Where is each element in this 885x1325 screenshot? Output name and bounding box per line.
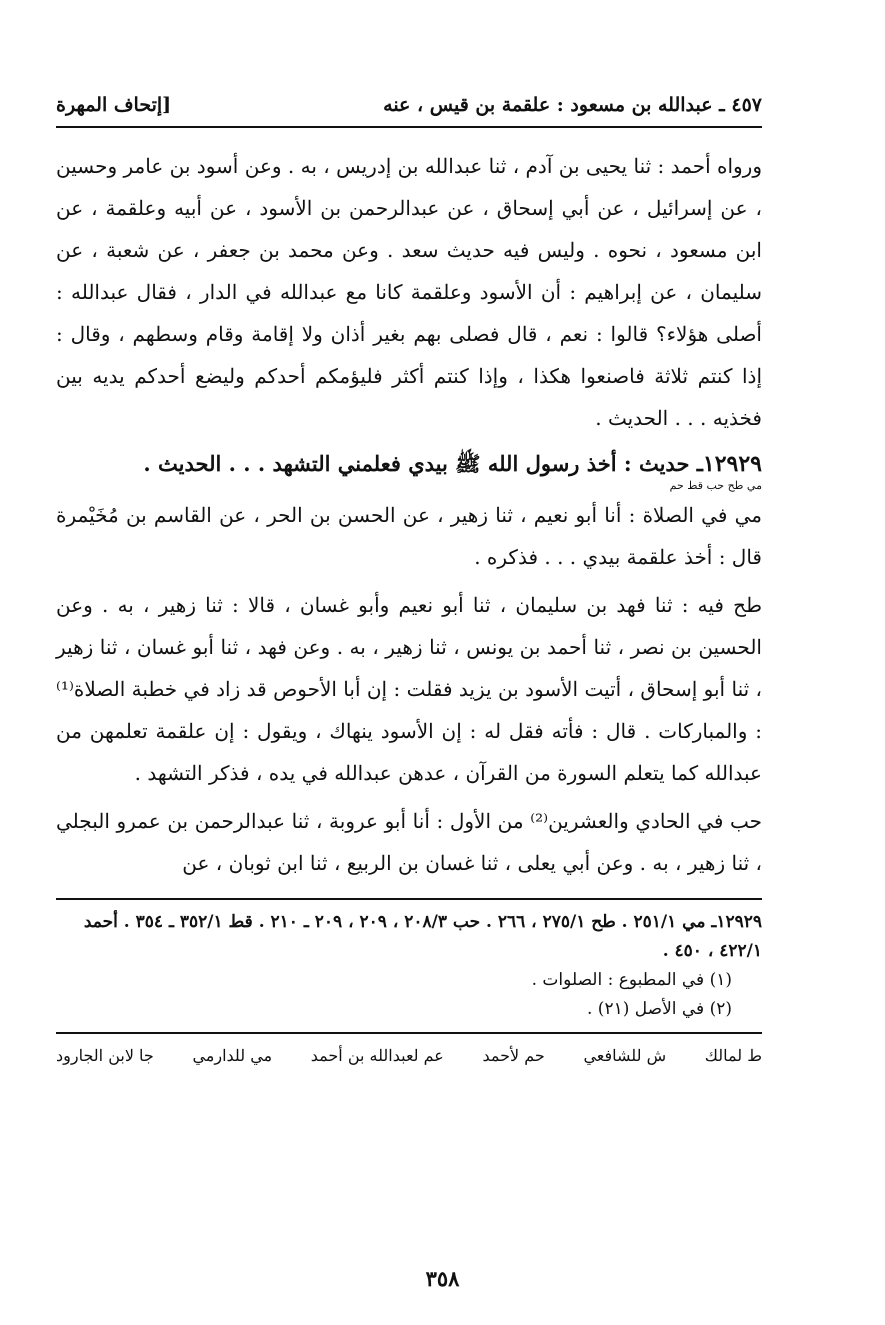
legend-item: مي للدارمي	[192, 1046, 273, 1065]
page-number: ٣٥٨	[425, 1266, 460, 1291]
footnote-rule	[56, 898, 762, 900]
paragraph-ahmad-narration: ورواه أحمد : ثنا يحيى بن آدم ، ثنا عبدالله بن إدريس ، به . وعن أسود بن عامر وحسين ، عن إسرائيل ، عن أبي إسحاق ، عن عبدالرحمن بن الأسود ، عن أبيه وعلقمة ، عن ابن مسعود ، نحوه . وليس فيه حديث سعد . وعن محمد بن جعفر ، عن شعبة ، عن سليمان ، عن إبراهيم : أن الأسود وعلقمة كانا مع عبدالله في الدار ، فقال عبدالله : أصلى هؤلاء؟ قالوا : نعم ، قال فصلى بهم بغير أذان ولا إقامة وقام وسطهم ، وقال : إذا كنتم ثلاثة فاصنعوا هكذا ، وإذا كنتم أكثر فليؤمكم أحدكم وليضع أحدكم يديه بين فخذيه . . . الحديث .	[56, 154, 762, 430]
footnote-2: (٢) في الأصل (٢١) .	[587, 999, 732, 1019]
hadith-number: ١٢٩٢٩	[702, 451, 762, 477]
book-page	[56, 86, 762, 1065]
header-book-title: [إتحاف المهرة	[56, 94, 172, 116]
legend-item: ط لمالك	[704, 1046, 762, 1065]
hadith-source-codes: مي طح حب قط حم	[669, 479, 762, 492]
legend-item: ش للشافعي	[583, 1046, 667, 1065]
abbreviation-legend	[56, 1046, 762, 1065]
hadith-heading	[56, 449, 762, 479]
running-header	[56, 86, 762, 116]
legend-item: عم لعبدالله بن أحمد	[310, 1046, 444, 1065]
hadith-title: ـ حديث : أخذ رسول الله ﷺ بيدي فعلمني التشهد . . . الحديث .	[143, 451, 703, 476]
paragraph-ibn-hibban: حب في الحادي والعشرين⁽²⁾ من الأول : أنا أبو عروبة ، ثنا عبدالرحمن بن عمرو البجلي ، ثنا زهير ، به . وعن أبي يعلى ، ثنا غسان بن الربيع ، ثنا ابن ثوبان ، عن	[56, 809, 763, 875]
paragraph-tahawi: طح فيه : ثنا فهد بن سليمان ، ثنا أبو نعيم وأبو غسان ، قالا : ثنا زهير ، به . وعن الحسين بن نصر ، ثنا أحمد بن يونس ، ثنا زهير ، به . وعن فهد ، ثنا أبو غسان ، ثنا زهير ، ثنا أبو إسحاق ، أتيت الأسود بن يزيد فقلت : إن أبا الأحوص قد زاد في خطبة الصلاة⁽¹⁾ : والمباركات . قال : فأته فقل له : إن الأسود ينهاك ، ويقول : إن علقمة تعلمهن من عبدالله كما يتعلم السورة من القرآن ، عدهن عبدالله في يده ، فذكر التشهد .	[56, 593, 762, 785]
footnotes	[56, 908, 762, 1024]
footnote-1: (١) في المطبوع : الصلوات .	[531, 970, 732, 990]
footnote-references: ١٢٩٢٩ـ مي ٢٥١/١ . طح ٢٧٥/١ ، ٢٦٦ . حب ٢٠٨/٣ ، ٢٠٩ ، ٢٠٩ ـ ٢١٠ . قط ٣٥٢/١ ـ ٣٥٤ . أحمد ٤٢٢/١ ، ٤٥٠ .	[83, 912, 762, 961]
legend-rule	[56, 1032, 762, 1034]
header-chapter-title: ٤٥٧ ـ عبدالله بن مسعود : علقمة بن قيس ، عنه	[383, 94, 762, 116]
legend-item: حم لأحمد	[482, 1046, 545, 1065]
paragraph-darimi: مي في الصلاة : أنا أبو نعيم ، ثنا زهير ، عن الحسن بن الحر ، عن القاسم بن مُخَيْمرة قال : أخذ علقمة بيدي . . . فذكره .	[56, 503, 762, 569]
legend-item: جا لابن الجارود	[56, 1046, 154, 1065]
header-rule	[56, 126, 762, 128]
